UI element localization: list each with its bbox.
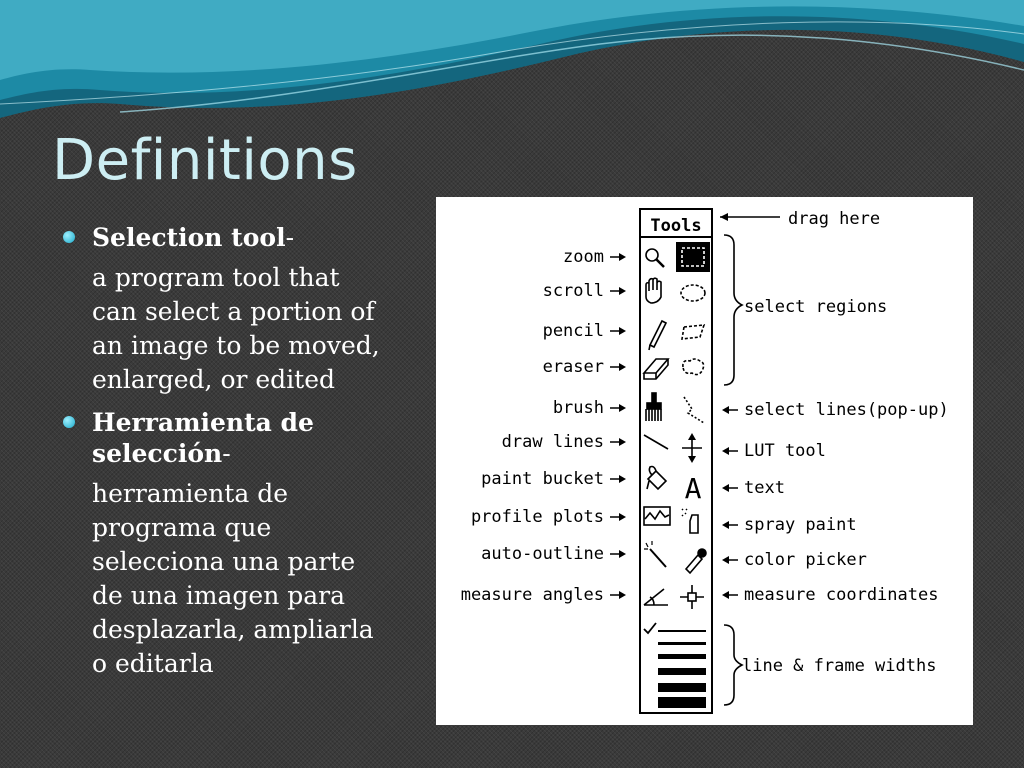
label-draw-lines: draw lines [501, 432, 604, 452]
label-lut-tool: LUT tool [744, 441, 826, 461]
slide-title: Definitions [52, 128, 358, 193]
eraser-icon [644, 359, 668, 379]
label-pencil: pencil [542, 321, 604, 341]
oval-select-icon [681, 285, 705, 301]
bullet-item-2 [62, 407, 382, 469]
label-color-picker: color picker [744, 550, 867, 570]
term-label: Selection tool [92, 223, 286, 252]
drag-here-label: drag here [788, 209, 881, 229]
bullet-icon [63, 416, 75, 428]
drag-arrow [720, 213, 780, 221]
label-profile-plots: profile plots [470, 507, 604, 527]
palette-title: Tools [650, 216, 702, 236]
segmented-line-icon [684, 397, 704, 423]
freehand-select-icon [683, 359, 704, 375]
line-widths [644, 623, 706, 708]
text-tool-icon [685, 472, 702, 505]
spray-icon [682, 509, 698, 533]
label-text: text [744, 478, 785, 498]
pencil-icon [649, 321, 666, 350]
label-measure-coordinates: measure coordinates [744, 585, 939, 605]
term-label: Herramienta de selección [92, 408, 314, 468]
crosshair-icon [680, 585, 704, 609]
wand-icon [644, 541, 666, 567]
profile-icon [644, 507, 670, 525]
label-scroll: scroll [542, 281, 604, 301]
label-zoom: zoom [563, 247, 604, 267]
label-select-regions: select regions [744, 297, 888, 317]
label-paint-bucket: paint bucket [481, 469, 604, 489]
right-arrows [722, 406, 738, 599]
term-suffix: - [222, 439, 231, 468]
label-line-frame-widths: line & frame widths [742, 656, 937, 676]
definition-list [62, 222, 382, 691]
label-spray-paint: spray paint [744, 515, 857, 535]
dropper-icon [686, 549, 706, 573]
polygon-select-icon [682, 325, 704, 339]
svg-text:A: A [684, 472, 702, 505]
label-eraser: eraser [542, 357, 604, 377]
label-measure-angles: measure angles [460, 585, 604, 605]
definition-text: a program tool that can select a portion of an image to be moved, enlarged, or edited [92, 263, 380, 394]
left-arrows [610, 253, 626, 599]
bullet-icon [63, 231, 75, 243]
label-select-lines: select lines(pop-up) [744, 400, 949, 420]
angle-icon [644, 589, 668, 605]
definition-text: herramienta de programa que selecciona una parte de una imagen para desplazarla, ampliarla o editarla [92, 479, 374, 678]
magnifier-icon [646, 249, 664, 267]
rect-select-icon [676, 242, 710, 272]
hand-icon [646, 278, 661, 303]
bucket-icon [647, 467, 666, 490]
bullet-item-1 [62, 222, 382, 253]
label-brush: brush [552, 398, 604, 418]
brush-icon [646, 393, 661, 421]
line-icon [644, 435, 668, 449]
header-wave [0, 0, 1024, 120]
term-suffix: - [285, 223, 295, 252]
checkmark-icon [644, 623, 656, 633]
label-auto-outline: auto-outline [481, 544, 604, 564]
lut-icon [682, 433, 702, 463]
tools-figure [436, 197, 973, 725]
